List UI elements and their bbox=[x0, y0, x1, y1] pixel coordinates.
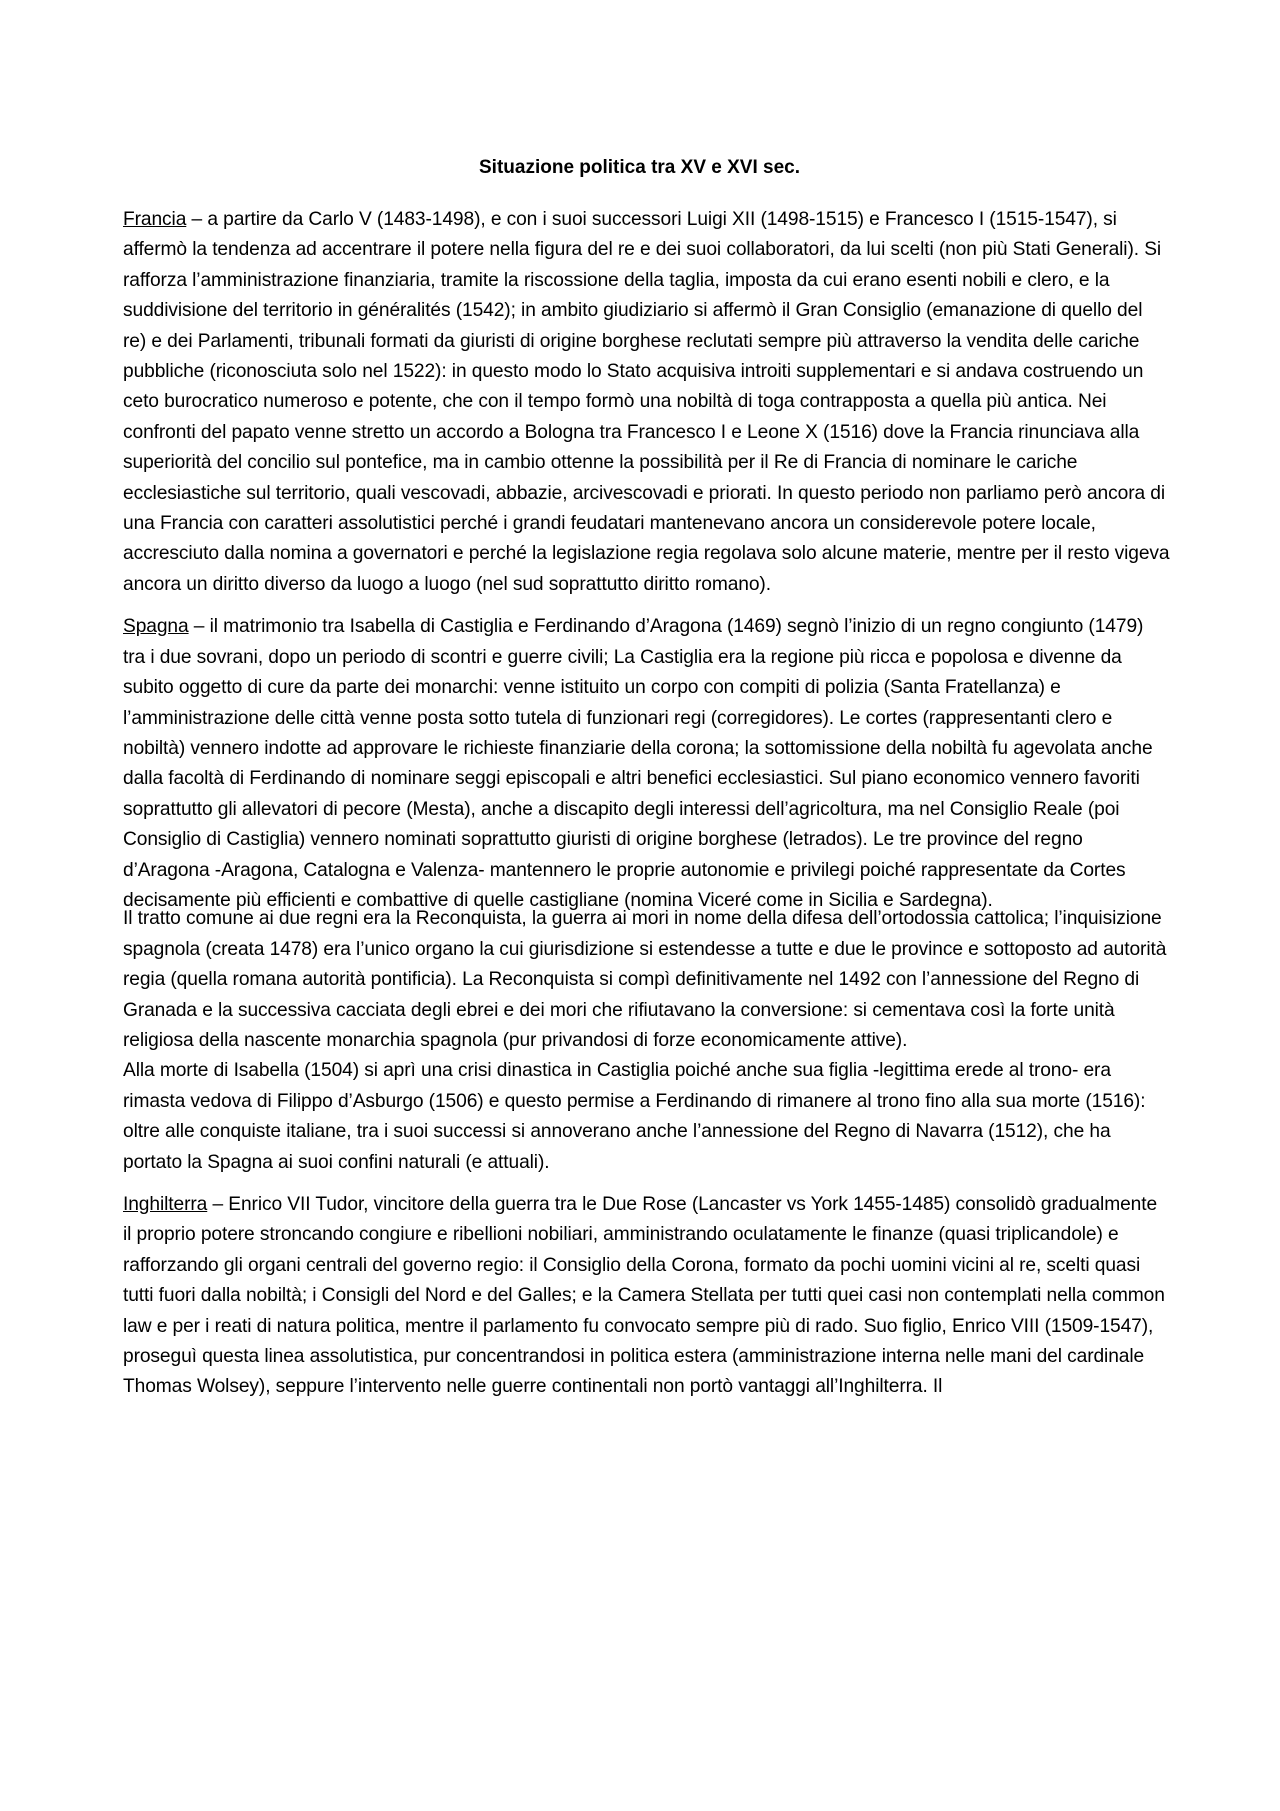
section-francia bbox=[123, 205, 1170, 600]
paragraph-text: – a partire da Carlo V (1483-1498), e con i suoi successori Luigi XII (1498-1515) e Francesco I (1515-1547), si affermò la tendenza ad accentrare il potere nella figura del re e dei suoi collaboratori, da lui scelti (non più Stati Generali). Si rafforza l’amministrazione finanziaria, tramite la riscossione della taglia, imposta da cui erano esenti nobili e clero, e la suddivisione del territorio in généralités (1542); in ambito giudiziario si affermò il Gran Consiglio (emanazione di quello del re) e dei Parlamenti, tribunali formati da giuristi di origine borghese reclutati sempre più attraverso la vendita delle cariche pubbliche (riconosciuta solo nel 1522): in questo modo lo Stato acquisiva introiti supplementari e si andava costruendo un ceto burocratico numeroso e potente, che con il tempo formò una nobiltà di toga contrapposta a quella più antica. Nei confronti del papato venne stretto un accordo a Bologna tra Francesco I e Leone X (1516) dove la Francia rinunciava alla superiorità del concilio sul pontefice, ma in cambio ottenne la possibilità per il Re di Francia di nominare le cariche ecclesiastiche sul territorio, quali vescovadi, abbazie, arcivescovadi e priorati. In questo periodo non parliamo però ancora di una Francia con caratteri assolutistici perché i grandi feudatari mantenevano ancora un considerevole potere locale, accresciuto dalla nomina a governatori e perché la legislazione regia regolava solo alcune materie, mentre per il resto vigeva ancora un diritto diverso da luogo a luogo (nel sud soprattutto diritto romano). bbox=[123, 209, 1170, 595]
section-heading-spagna: Spagna bbox=[123, 616, 189, 638]
paragraph-spagna-reconquista: Il tratto comune ai due regni era la Reconquista, la guerra ai mori in nome della difesa dell’ortodossia cattolica; l’inquisizione spagnola (creata 1478) era l’unico organo la cui giurisdizione si estendesse a tutte e due le province e sottoposto ad autorità regia (quella romana autorità pontificia). La Reconquista si compì definitivamente nel 1492 con l’annessione del Regno di Granada e la successiva cacciata degli ebrei e dei mori che rifiutavano la conversione: si cementava così la forte unità religiosa della nascente monarchia spagnola (pur privandosi di forze economicamente attive). bbox=[123, 908, 1167, 1051]
section-inghilterra bbox=[123, 1190, 1170, 1403]
section-heading-inghilterra: Inghilterra bbox=[123, 1194, 208, 1215]
section-heading-francia: Francia bbox=[123, 209, 187, 230]
paragraph-text: – il matrimonio tra Isabella di Castiglia e Ferdinando d’Aragona (1469) segnò l’inizio di un regno congiunto (1479) tra i due sovrani, dopo un periodo di scontri e guerre civili; La Castiglia era la regione più ricca e popolosa e divenne da subito oggetto di cure da parte dei monarchi: venne istituito un corpo con compiti di polizia (Santa Fratellanza) e l’amministrazione delle città venne posta sotto tutela di funzionari regi (corregidores). Le cortes (rappresentanti clero e nobiltà) vennero indotte ad approvare le richieste finanziarie della corona; la sottomissione della nobiltà fu agevolata anche dalla facoltà di Ferdinando di nominare seggi episcopali e altri benefici ecclesiastici. Sul piano economico vennero favoriti soprattutto gli allevatori di pecore (Mesta), anche a discapito degli interessi dell’agricoltura, ma nel Consiglio Reale (poi Consiglio di Castiglia) vennero nominati soprattutto giuristi di origine borghese (letrados). Le tre province del regno d’Aragona -Aragona, Catalogna e Valenza- mantennero le proprie autonomie e privilegi poiché rappresentate da Cortes decisamente più efficienti e combattive di quelle castigliane (nomina Viceré come in Sicilia e Sardegna). bbox=[123, 616, 1153, 911]
page-title: Situazione politica tra XV e XVI sec. bbox=[479, 157, 800, 178]
paragraph-spagna-isabella: Alla morte di Isabella (1504) si aprì una crisi dinastica in Castiglia poiché anche sua figlia -legittima erede al trono- era rimasta vedova di Filippo d’Asburgo (1506) e questo permise a Ferdinando di rimanere al trono fino alla sua morte (1516): oltre alle conquiste italiane, tra i suoi successi si annoverano anche l’annessione del Regno di Navarra (1512), che ha portato la Spagna ai suoi confini naturali (e attuali). bbox=[123, 1060, 1146, 1173]
section-spagna bbox=[123, 612, 1170, 916]
paragraph-text: – Enrico VII Tudor, vincitore della guerra tra le Due Rose (Lancaster vs York 1455-1485) consolidò gradualmente il proprio potere stroncando congiure e ribellioni nobiliari, amministrando oculatamente le finanze (quasi triplicandole) e rafforzando gli organi centrali del governo regio: il Consiglio della Corona, formato da pochi uomini vicini al re, scelti quasi tutti fuori dalla nobiltà; i Consigli del Nord e del Galles; e la Camera Stellata per tutti quei casi non contemplati nella common law e per i reati di natura politica, mentre il parlamento fu convocato sempre più di rado. Suo figlio, Enrico VIII (1509-1547), proseguì questa linea assolutistica, pur concentrandosi in politica estera (amministrazione interna nelle mani del cardinale Thomas Wolsey), seppure l’intervento nelle guerre continentali non portò vantaggi all’Inghilterra. Il bbox=[123, 1194, 1165, 1398]
